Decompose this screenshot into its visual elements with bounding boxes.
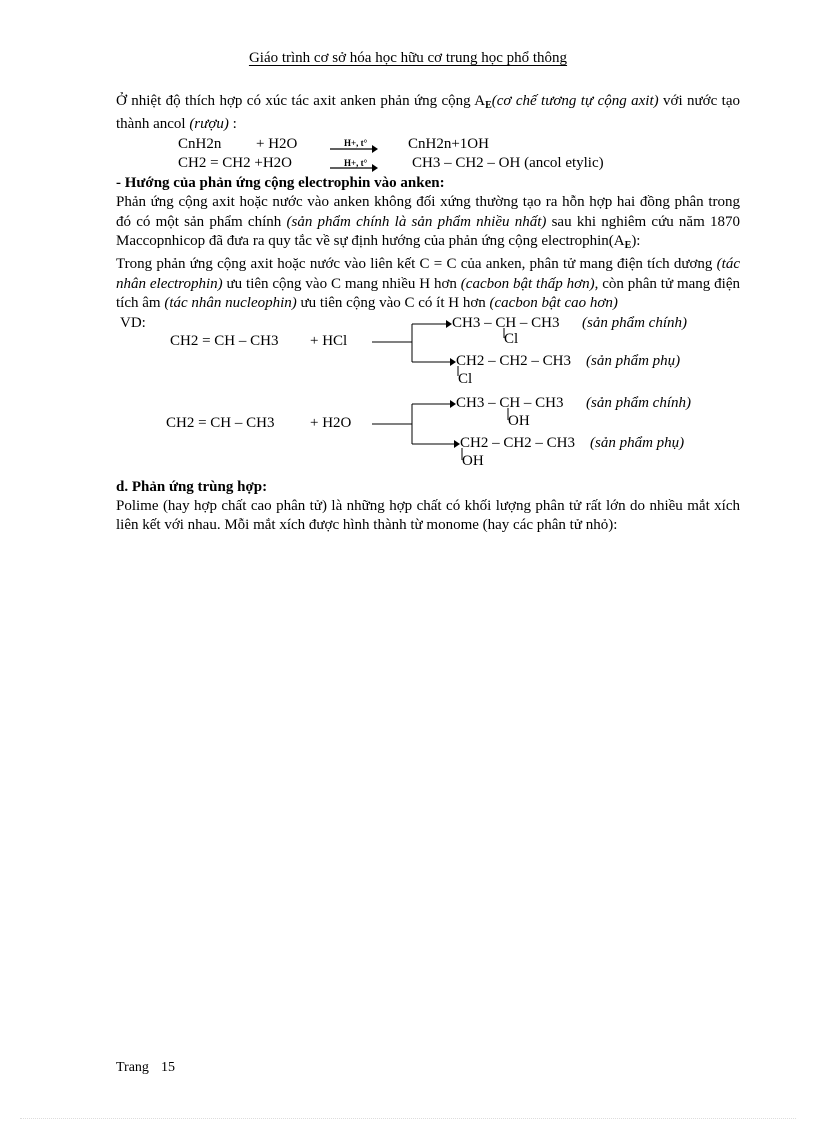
direction-paragraph-1 [116, 193, 740, 255]
p2-i3: (tác nhân nucleophin) [164, 295, 297, 312]
rx2-minor-sub: OH [462, 452, 484, 469]
rx1-minor: CH2 – CH2 – CH3 [456, 352, 572, 369]
footer-divider [20, 1118, 796, 1119]
page-header: Giáo trình cơ sở hóa học hữu cơ trung học phổ thông [248, 50, 568, 66]
rx1-reagent: + HCl [310, 332, 348, 349]
p2-d: ưu tiên cộng vào C có ít H hơn [296, 295, 490, 312]
rx1-main-sub: Cl [504, 330, 519, 347]
p1-italic: (sản phẩm chính là sản phẩm nhiều nhất) [286, 213, 547, 230]
direction-paragraph-2 [116, 255, 740, 313]
page-number: 15 [160, 1060, 175, 1075]
rx2-minor-label: (sản phẩm phụ) [590, 434, 685, 451]
intro-tail: với nước tạo thành ancol [116, 93, 740, 133]
p1-c: ): [631, 233, 641, 250]
eq1-rhs: CnH2n+1OH [408, 135, 489, 152]
example-reaction-hcl [116, 314, 740, 394]
intro-italic2: (rượu) [189, 116, 229, 133]
intro-sub: E [485, 100, 492, 111]
eq1-plus: + H2O [256, 135, 298, 152]
eq1-lhs: CnH2n [178, 135, 222, 152]
footer-label: Trang [116, 1060, 149, 1075]
eq2-lhs: CH2 = CH2 +H2O [178, 154, 293, 171]
document-body [116, 92, 740, 536]
rx1-main-label: (sản phẩm chính) [582, 314, 687, 331]
p2-b: ưu tiên cộng vào C mang nhiều H hơn [222, 275, 461, 292]
eq1-cond: H+, t° [344, 137, 368, 148]
rx2-main-sub: OH [508, 412, 530, 429]
rx2-main-label: (sản phẩm chính) [586, 394, 691, 411]
equation-general [116, 135, 740, 174]
intro-paragraph [116, 92, 740, 135]
polymer-heading: d. Phản ứng trùng hợp: [116, 478, 268, 495]
p1-a: Phản ứng cộng axit hoặc nước vào anken không đối xứng thường tạo ra hỗn hợp hai đồng phân trong đó có một sản phẩm chính [116, 194, 740, 230]
eq2-arrow-icon [330, 162, 378, 174]
rx2-reactant: CH2 = CH – CH3 [166, 414, 275, 431]
p2-i1: (tác nhân electrophin) [116, 256, 740, 292]
rx2-minor: CH2 – CH2 – CH3 [460, 434, 576, 451]
intro-italic: (cơ chế tương tự cộng axit) [491, 93, 659, 109]
page-footer [116, 1060, 187, 1076]
direction-heading: - Hướng của phản ứng cộng electrophin vào anken: [116, 174, 445, 191]
eq2-rhs: CH3 – CH2 – OH (ancol etylic) [412, 154, 604, 171]
p2-i4: (cacbon bật cao hơn) [489, 295, 618, 312]
eq2-cond: H+, t° [344, 157, 368, 168]
example-reaction-h2o [116, 394, 740, 476]
rx2-reagent: + H2O [310, 414, 352, 431]
vd-label: VD: [120, 314, 146, 331]
rx1-reactant: CH2 = CH – CH3 [170, 332, 279, 349]
rx1-minor-label: (sản phẩm phụ) [586, 352, 681, 369]
intro-text: Ở nhiệt độ thích hợp có xúc tác axit anken phản ứng cộng A [116, 93, 486, 109]
rx1-minor-sub: Cl [458, 370, 473, 387]
p2-i2: (cacbon bật thấp hơn) [460, 275, 595, 292]
p2-c: , còn phân tử mang điện tích âm [116, 275, 741, 312]
intro-colon: : [228, 116, 237, 133]
rx2-main: CH3 – CH – CH3 [456, 394, 564, 411]
p1-b: sau khi nghiêm cứu năm 1870 Maccopnhicop đã đưa ra quy tắc về sự định hướng của phản ứng cộng electrophin(A [116, 213, 740, 250]
p1-sub: E [624, 240, 632, 252]
p2-a: Trong phản ứng cộng axit hoặc nước vào liên kết C = C của anken, phân tử mang điện tích dương [116, 256, 717, 273]
polymer-paragraph: Polime (hay hợp chất cao phân tử) là những hợp chất có khối lượng phân tử rất lớn do nhiều mắt xích liên kết với nhau. Mỗi mắt xích được hình thành từ monome (hay các phân tử nhỏ): [116, 498, 740, 534]
rx1-main: CH3 – CH – CH3 [452, 314, 560, 331]
